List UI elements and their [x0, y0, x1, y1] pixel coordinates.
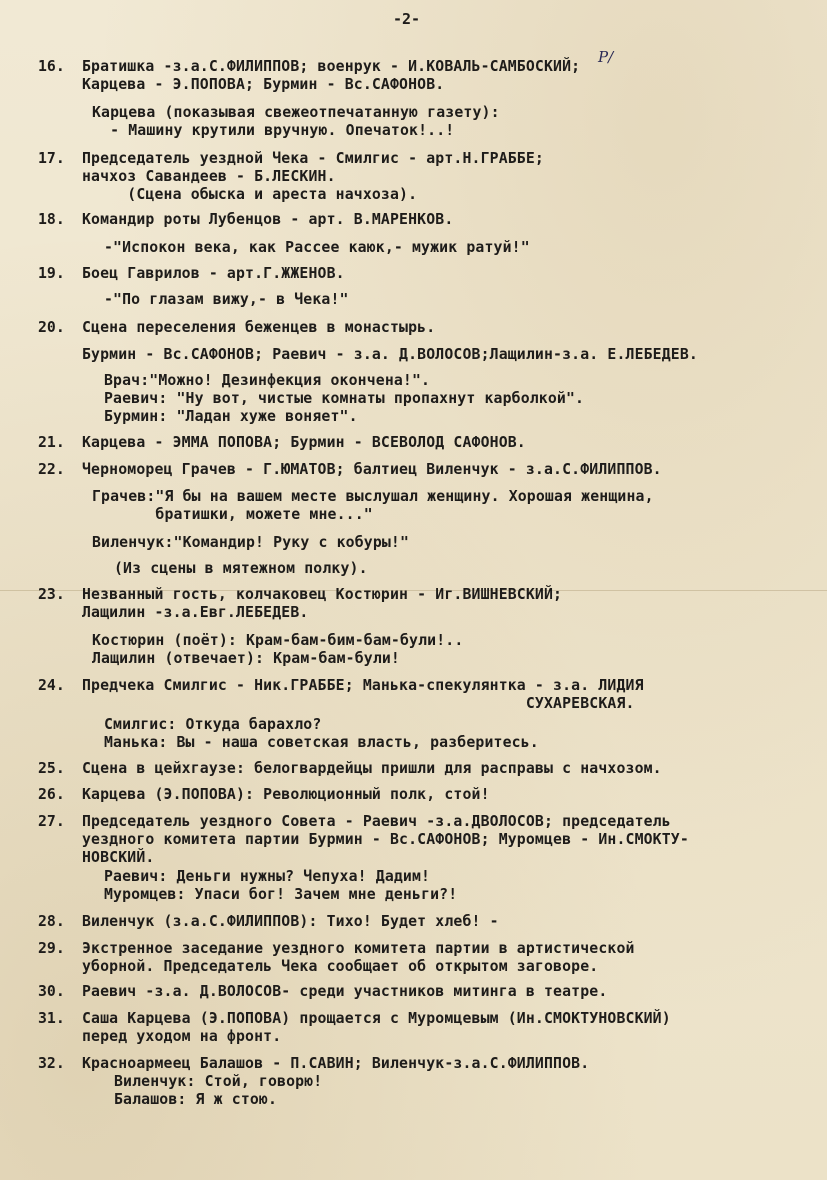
item-number: 23.	[38, 586, 65, 603]
quote-line: Манька: Вы - наша советская власть, разберитесь.	[104, 734, 539, 751]
quote-line: Смилгис: Откуда барахло?	[104, 716, 322, 733]
quote-line: Врач:"Можно! Дезинфекция окончена!".	[104, 372, 431, 389]
item-line: уборной. Председатель Чека сообщает об открытом заговоре.	[82, 958, 599, 975]
item-number: 16.	[38, 58, 65, 75]
item-number: 31.	[38, 1010, 65, 1027]
item-line: Братишка -з.а.С.ФИЛИППОВ; военрук - И.КОВАЛЬ-САМБОСКИЙ;	[82, 58, 581, 75]
item-line: Черноморец Грачев - Г.ЮМАТОВ; балтиец Виленчук - з.а.С.ФИЛИППОВ.	[82, 461, 662, 478]
quote-line: Муромцев: Упаси бог! Зачем мне деньги?!	[104, 886, 458, 903]
item-number: 27.	[38, 813, 65, 830]
item-line: Предчека Смилгис - Ник.ГРАББЕ; Манька-спекулянтка - з.а. ЛИДИЯ	[82, 677, 644, 694]
item-line: Председатель уездной Чека - Смилгис - арт.Н.ГРАББЕ;	[82, 150, 544, 167]
quote-line: Бурмин: "Ладан хуже воняет".	[104, 408, 358, 425]
item-number: 25.	[38, 760, 65, 777]
item-number: 30.	[38, 983, 65, 1000]
item-number: 19.	[38, 265, 65, 282]
item-line: Сцена в цейхгаузе: белогвардейцы пришли для расправы с начхозом.	[82, 760, 662, 777]
item-line: Саша Карцева (Э.ПОПОВА) прощается с Муромцевым (Ин.СМОКТУНОВСКИЙ)	[82, 1010, 671, 1027]
quote-line: -"По глазам вижу,- в Чека!"	[104, 291, 349, 308]
quote-line: Раевич: Деньги нужны? Чепуха! Дадим!	[104, 868, 431, 885]
quote-line: Виленчук: Стой, говорю!	[114, 1073, 323, 1090]
item-line: (Сцена обыска и ареста начхоза).	[82, 186, 418, 203]
item-number: 24.	[38, 677, 65, 694]
item-number: 26.	[38, 786, 65, 803]
item-line: Боец Гаврилов - арт.Г.ЖЖЕНОВ.	[82, 265, 345, 282]
item-line: Виленчук (з.а.С.ФИЛИППОВ): Тихо! Будет хлеб! -	[82, 913, 499, 930]
item-line: Незванный гость, колчаковец Костюрин - Иг.ВИШНЕВСКИЙ;	[82, 586, 563, 603]
cast-line: Бурмин - Вс.САФОНОВ; Раевич - з.а. Д.ВОЛОСОВ;Лащилин-з.а. Е.ЛЕБЕДЕВ.	[82, 346, 698, 363]
item-line: Красноармеец Балашов - П.САВИН; Виленчук-з.а.С.ФИЛИППОВ.	[82, 1055, 590, 1072]
item-number: 22.	[38, 461, 65, 478]
item-line: Лащилин -з.а.Евг.ЛЕБЕДЕВ.	[82, 604, 309, 621]
item-line: Карцева (Э.ПОПОВА): Революционный полк, стой!	[82, 786, 490, 803]
quote-line: Раевич: "Ну вот, чистые комнаты пропахнут карболкой".	[104, 390, 585, 407]
item-line: Карцева - ЭММА ПОПОВА; Бурмин - ВСЕВОЛОД САФОНОВ.	[82, 434, 526, 451]
item-line: начхоз Савандеев - Б.ЛЕСКИН.	[82, 168, 336, 185]
item-line: Раевич -з.а. Д.ВОЛОСОВ- среди участников митинга в театре.	[82, 983, 608, 1000]
item-number: 18.	[38, 211, 65, 228]
item-line: перед уходом на фронт.	[82, 1028, 282, 1045]
handwritten-mark: P/	[598, 48, 614, 66]
item-number: 20.	[38, 319, 65, 336]
item-line: Карцева - Э.ПОПОВА; Бурмин - Вс.САФОНОВ.	[82, 76, 445, 93]
quote-line: Балашов: Я ж стою.	[114, 1091, 278, 1108]
quote-line: - Машину крутили вручную. Опечаток!..!	[92, 122, 455, 139]
page-number: -2-	[393, 10, 421, 28]
item-number: 28.	[38, 913, 65, 930]
item-line: Командир роты Лубенцов - арт. В.МАРЕНКОВ.	[82, 211, 454, 228]
quote-line: Костюрин (поёт): Крам-бам-бим-бам-були!..	[92, 632, 464, 649]
item-number: 29.	[38, 940, 65, 957]
item-number: 21.	[38, 434, 65, 451]
quote-line: Лащилин (отвечает): Крам-бам-були!	[92, 650, 400, 667]
item-number: 32.	[38, 1055, 65, 1072]
quote-line: -"Испокон века, как Рассее каюк,- мужик ратуй!"	[104, 239, 530, 256]
quote-line: Грачев:"Я бы на вашем месте выслушал женщину. Хорошая женщина,	[92, 488, 654, 505]
item-line: СУХАРЕВСКАЯ.	[82, 695, 635, 712]
quote-line: Карцева (показывая свежеотпечатанную газету):	[92, 104, 500, 121]
scene-note: (Из сцены в мятежном полку).	[114, 560, 368, 577]
item-line: НОВСКИЙ.	[82, 849, 155, 866]
quote-line: братишки, можете мне..."	[92, 506, 373, 523]
item-line: уездного комитета партии Бурмин - Вс.САФОНОВ; Муромцев - Ин.СМОКТУ-	[82, 831, 689, 848]
item-line: Сцена переселения беженцев в монастырь.	[82, 319, 436, 336]
quote-line: Виленчук:"Командир! Руку с кобуры!"	[92, 534, 410, 551]
item-line: Экстренное заседание уездного комитета партии в артистической	[82, 940, 635, 957]
item-line: Председатель уездного Совета - Раевич -з.а.ДВОЛОСОВ; председатель	[82, 813, 671, 830]
item-number: 17.	[38, 150, 65, 167]
